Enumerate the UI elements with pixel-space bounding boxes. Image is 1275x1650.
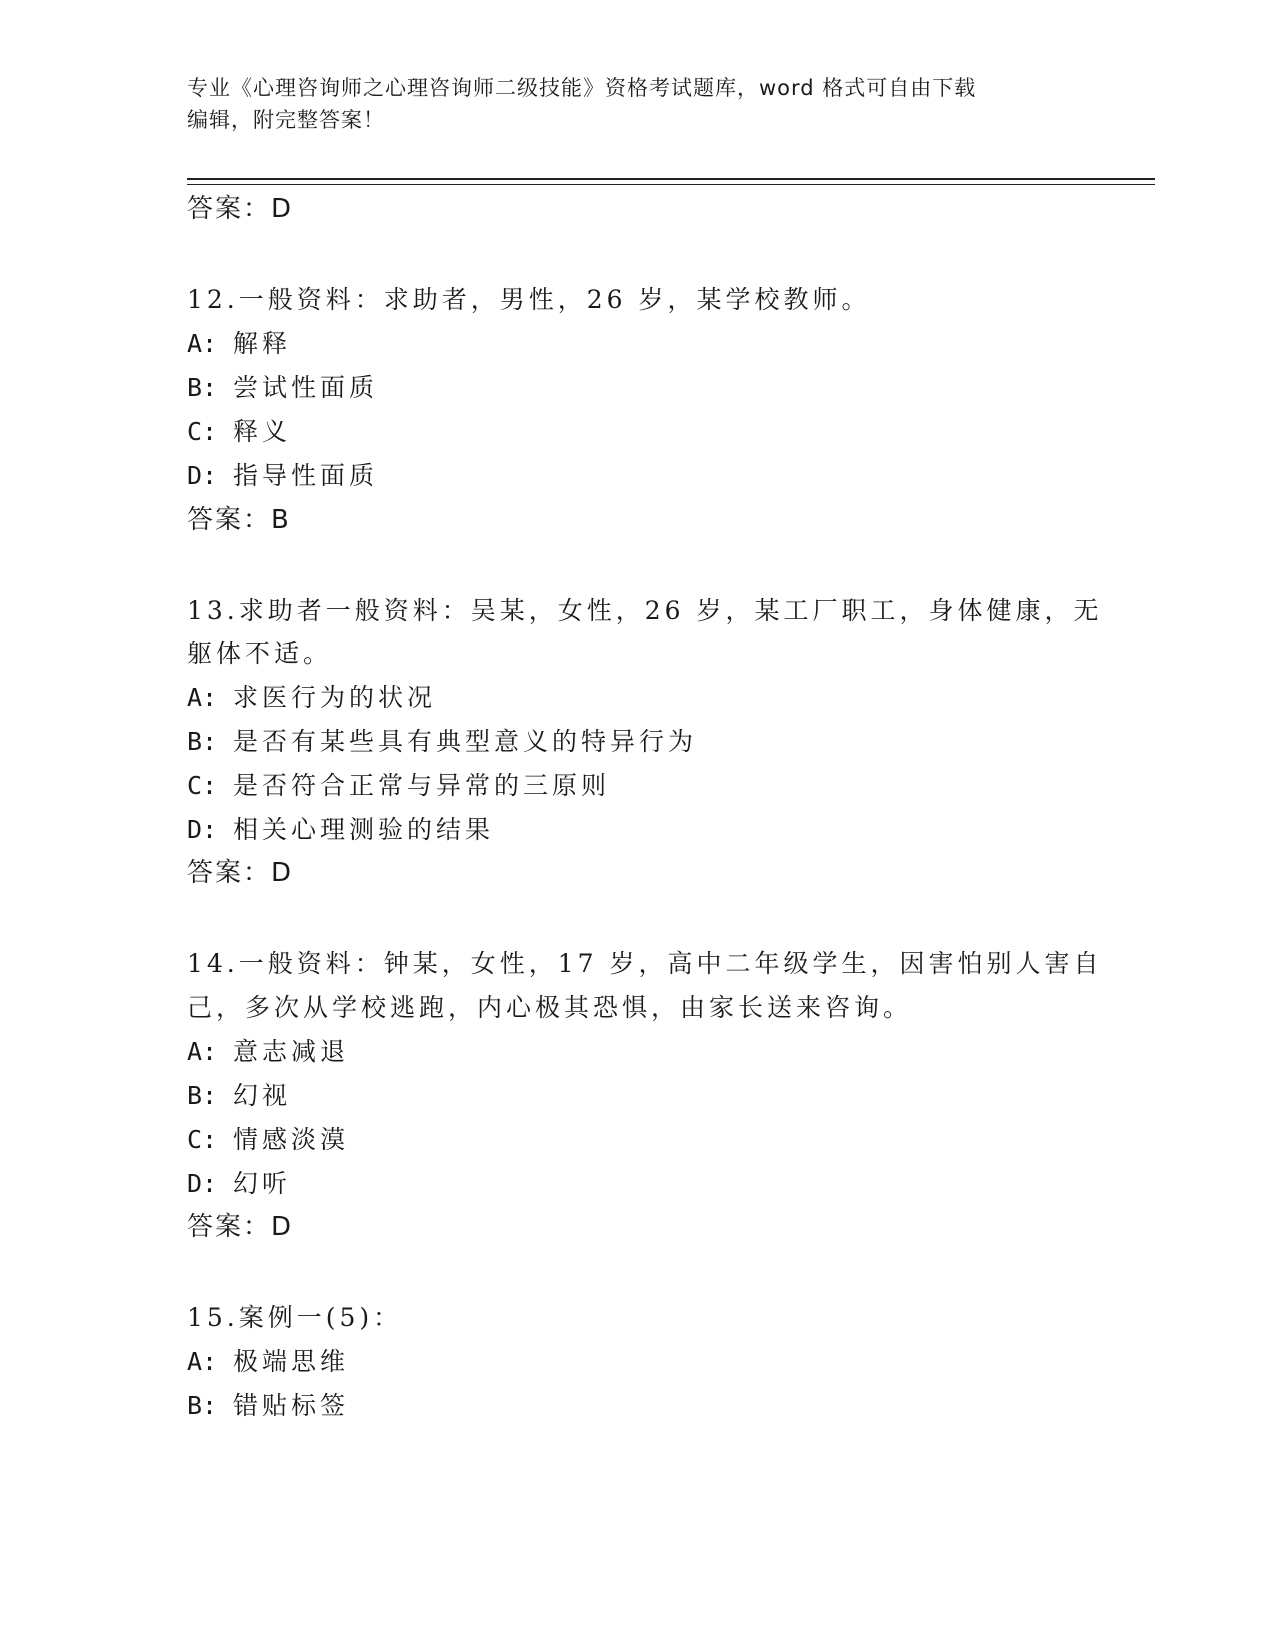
document-header: [187, 72, 1087, 136]
question-13-answer: 答案：D: [187, 858, 294, 888]
question-13-option-c: [187, 769, 610, 803]
option-text: 意志减退: [233, 1037, 350, 1066]
question-14-stem-line-1: 14.一般资料：钟某，女性，17 岁，高中二年级学生，因害怕别人害自: [187, 949, 1103, 978]
question-14-option-a: [187, 1035, 349, 1069]
option-key: A:: [187, 1347, 218, 1376]
question-12-option-b: [187, 371, 378, 405]
option-key: B:: [187, 1391, 218, 1420]
question-12-answer: 答案：B: [187, 505, 291, 535]
option-key: A:: [187, 329, 218, 358]
question-12-option-a: [187, 327, 291, 361]
option-key: D:: [187, 815, 218, 844]
question-15-option-b: [187, 1389, 349, 1423]
question-13-option-d: [187, 813, 494, 847]
option-text: 是否符合正常与异常的三原则: [233, 771, 611, 800]
option-key: A:: [187, 1037, 218, 1066]
option-key: A:: [187, 683, 218, 712]
option-text: 尝试性面质: [233, 373, 379, 402]
question-13-option-a: [187, 681, 436, 715]
question-12-option-d: [187, 459, 378, 493]
question-14-option-c: [187, 1123, 349, 1157]
header-divider-thin: [187, 184, 1155, 185]
option-key: C:: [187, 1125, 218, 1154]
header-divider-thick: [187, 178, 1155, 180]
question-13-stem-line-2: 躯体不适。: [187, 639, 333, 668]
option-text: 错贴标签: [233, 1391, 350, 1420]
question-15-stem: 15.案例一(5)：: [187, 1303, 403, 1332]
question-13-stem-line-1: 13.求助者一般资料：吴某，女性，26 岁，某工厂职工，身体健康，无: [187, 596, 1103, 625]
option-text: 指导性面质: [233, 461, 379, 490]
option-key: B:: [187, 727, 218, 756]
header-line-1: 专业《心理咨询师之心理咨询师二级技能》资格考试题库，word 格式可自由下载: [187, 76, 977, 100]
option-text: 幻听: [233, 1169, 292, 1198]
option-text: 极端思维: [233, 1347, 350, 1376]
option-text: 情感淡漠: [233, 1125, 350, 1154]
question-14-option-b: [187, 1079, 291, 1113]
question-14-answer: 答案：D: [187, 1212, 294, 1242]
option-text: 幻视: [233, 1081, 292, 1110]
question-12-option-c: [187, 415, 291, 449]
option-key: C:: [187, 417, 218, 446]
option-key: B:: [187, 373, 218, 402]
previous-answer: 答案：D: [187, 194, 294, 224]
option-text: 释义: [233, 417, 292, 446]
option-key: D:: [187, 1169, 218, 1198]
option-text: 是否有某些具有典型意义的特异行为: [233, 727, 698, 756]
question-12-stem: 12.一般资料：求助者，男性，26 岁，某学校教师。: [187, 285, 871, 314]
option-key: B:: [187, 1081, 218, 1110]
question-14-stem-line-2: 己，多次从学校逃跑，内心极其恐惧，由家长送来咨询。: [187, 993, 913, 1022]
option-text: 解释: [233, 329, 292, 358]
option-text: 求医行为的状况: [233, 683, 437, 712]
option-key: C:: [187, 771, 218, 800]
question-13-option-b: [187, 725, 697, 759]
option-key: D:: [187, 461, 218, 490]
question-14-option-d: [187, 1167, 291, 1201]
option-text: 相关心理测验的结果: [233, 815, 495, 844]
header-line-2: 编辑，附完整答案！: [187, 108, 385, 132]
question-15-option-a: [187, 1345, 349, 1379]
